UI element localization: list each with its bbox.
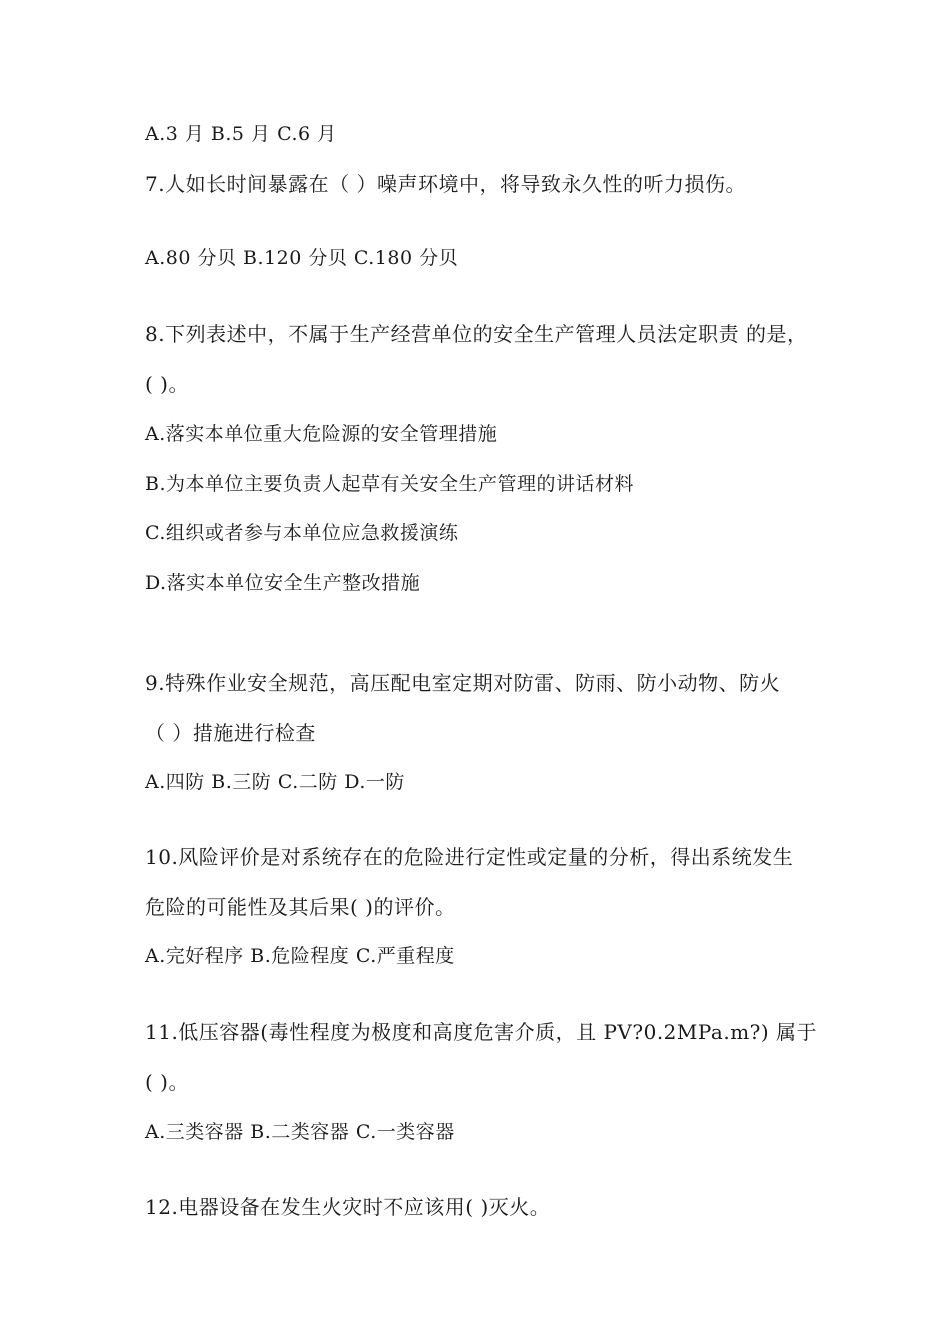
- q10-question-cont: 危险的可能性及其后果( )的评价。: [145, 895, 456, 919]
- q8-option-b: B.为本单位主要负责人起草有关安全生产管理的讲话材料: [145, 473, 635, 495]
- q10-question: 10.风险评价是对系统存在的危险进行定性或定量的分析，得出系统发生: [145, 845, 794, 869]
- q9-options: A.四防 B.三防 C.二防 D.一防: [145, 771, 405, 793]
- q8-option-c: C.组织或者参与本单位应急救援演练: [145, 522, 459, 544]
- q11-question: 11.低压容器(毒性程度为极度和高度危害介质，且 PV?0.2MPa.m?) 属于: [145, 1020, 818, 1044]
- q8-option-a: A.落实本单位重大危险源的安全管理措施: [145, 423, 498, 445]
- q6-options: A.3 月 B.5 月 C.6 月: [145, 123, 337, 145]
- q9-question-cont: （ ）措施进行检查: [145, 721, 316, 745]
- q8-question: 8.下列表述中，不属于生产经营单位的安全生产管理人员法定职责 的是，: [145, 322, 808, 346]
- q9-question: 9.特殊作业安全规范，高压配电室定期对防雷、防雨、防小动物、防火: [145, 671, 781, 695]
- q11-question-cont: ( )。: [145, 1070, 189, 1094]
- q7-options: A.80 分贝 B.120 分贝 C.180 分贝: [145, 247, 459, 269]
- q11-options: A.三类容器 B.二类容器 C.一类容器: [145, 1121, 455, 1143]
- q8-option-d: D.落实本单位安全生产整改措施: [145, 572, 421, 594]
- q12-question: 12.电器设备在发生火灾时不应该用( )灭火。: [145, 1195, 551, 1219]
- q7-question: 7.人如长时间暴露在（ ）噪声环境中，将导致永久性的听力损伤。: [145, 172, 746, 196]
- q10-options: A.完好程序 B.危险程度 C.严重程度: [145, 945, 455, 967]
- q8-question-cont: ( )。: [145, 372, 189, 396]
